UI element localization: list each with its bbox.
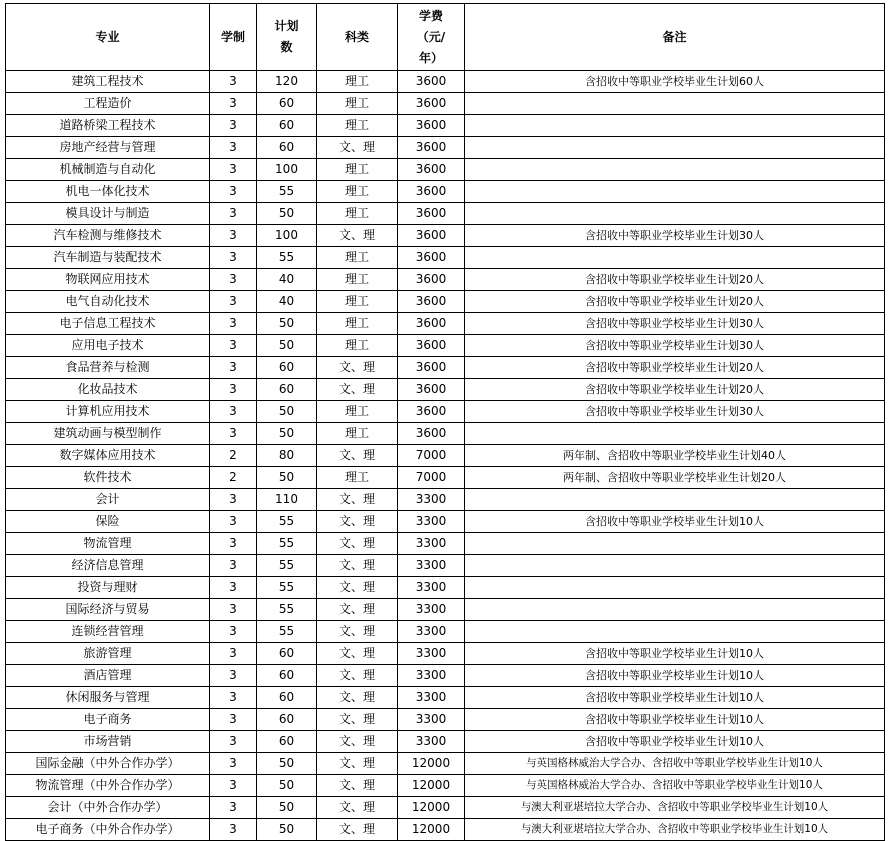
cell-plan: 55 (257, 599, 317, 621)
cell-category: 理工 (317, 269, 398, 291)
cell-plan: 100 (257, 159, 317, 181)
cell-years: 3 (210, 269, 257, 291)
cell-category: 理工 (317, 203, 398, 225)
cell-note: 与英国格林威治大学合办、含招收中等职业学校毕业生计划10人 (465, 775, 885, 797)
cell-note (465, 621, 885, 643)
cell-fee: 3300 (398, 599, 465, 621)
cell-note (465, 137, 885, 159)
cell-note: 与英国格林威治大学合办、含招收中等职业学校毕业生计划10人 (465, 753, 885, 775)
cell-years: 3 (210, 423, 257, 445)
cell-major: 电子信息工程技术 (6, 313, 210, 335)
cell-fee: 12000 (398, 819, 465, 841)
cell-note: 含招收中等职业学校毕业生计划30人 (465, 401, 885, 423)
cell-note (465, 555, 885, 577)
cell-plan: 60 (257, 137, 317, 159)
cell-plan: 50 (257, 423, 317, 445)
cell-category: 文、理 (317, 687, 398, 709)
cell-years: 3 (210, 71, 257, 93)
cell-fee: 7000 (398, 445, 465, 467)
cell-major: 物联网应用技术 (6, 269, 210, 291)
cell-category: 文、理 (317, 731, 398, 753)
cell-years: 3 (210, 599, 257, 621)
cell-category: 文、理 (317, 225, 398, 247)
cell-years: 2 (210, 467, 257, 489)
cell-fee: 3600 (398, 137, 465, 159)
header-plan-line2: 数 (280, 40, 293, 54)
cell-plan: 55 (257, 555, 317, 577)
cell-years: 3 (210, 335, 257, 357)
cell-category: 文、理 (317, 753, 398, 775)
table-row (6, 797, 885, 819)
cell-major: 食品营养与检测 (6, 357, 210, 379)
cell-fee: 3600 (398, 313, 465, 335)
cell-fee: 3300 (398, 511, 465, 533)
cell-fee: 3300 (398, 621, 465, 643)
cell-category: 文、理 (317, 621, 398, 643)
cell-note: 含招收中等职业学校毕业生计划30人 (465, 225, 885, 247)
cell-fee: 3600 (398, 225, 465, 247)
cell-note (465, 247, 885, 269)
table-row (6, 467, 885, 489)
header-plan-line1: 计划 (274, 19, 299, 33)
table-row (6, 665, 885, 687)
cell-note: 含招收中等职业学校毕业生计划10人 (465, 511, 885, 533)
cell-plan: 55 (257, 533, 317, 555)
table-row (6, 401, 885, 423)
cell-plan: 50 (257, 797, 317, 819)
cell-major: 会计 (6, 489, 210, 511)
cell-fee: 3300 (398, 643, 465, 665)
cell-plan: 40 (257, 291, 317, 313)
table-row (6, 819, 885, 841)
cell-fee: 3300 (398, 555, 465, 577)
cell-fee: 12000 (398, 775, 465, 797)
cell-fee: 3600 (398, 291, 465, 313)
cell-major: 汽车检测与维修技术 (6, 225, 210, 247)
header-plan (257, 4, 317, 71)
table-row (6, 93, 885, 115)
table-row (6, 775, 885, 797)
table-row (6, 445, 885, 467)
cell-years: 3 (210, 621, 257, 643)
cell-major: 电子商务 (6, 709, 210, 731)
cell-note: 含招收中等职业学校毕业生计划20人 (465, 357, 885, 379)
cell-plan: 50 (257, 335, 317, 357)
table-row (6, 599, 885, 621)
cell-years: 3 (210, 225, 257, 247)
cell-years: 3 (210, 687, 257, 709)
table-row (6, 71, 885, 93)
cell-category: 理工 (317, 181, 398, 203)
cell-years: 2 (210, 445, 257, 467)
table-row (6, 511, 885, 533)
table-row (6, 731, 885, 753)
cell-category: 理工 (317, 159, 398, 181)
cell-years: 3 (210, 401, 257, 423)
cell-plan: 40 (257, 269, 317, 291)
cell-years: 3 (210, 93, 257, 115)
header-fee (398, 4, 465, 71)
cell-plan: 55 (257, 621, 317, 643)
cell-note (465, 577, 885, 599)
cell-note: 含招收中等职业学校毕业生计划10人 (465, 643, 885, 665)
cell-years: 3 (210, 643, 257, 665)
cell-category: 理工 (317, 313, 398, 335)
cell-major: 模具设计与制造 (6, 203, 210, 225)
cell-category: 文、理 (317, 445, 398, 467)
cell-major: 电气自动化技术 (6, 291, 210, 313)
cell-fee: 3600 (398, 71, 465, 93)
cell-plan: 60 (257, 379, 317, 401)
cell-fee: 3300 (398, 489, 465, 511)
cell-major: 数字媒体应用技术 (6, 445, 210, 467)
cell-years: 3 (210, 709, 257, 731)
cell-category: 文、理 (317, 489, 398, 511)
cell-category: 文、理 (317, 709, 398, 731)
cell-plan: 50 (257, 203, 317, 225)
cell-major: 机电一体化技术 (6, 181, 210, 203)
cell-category: 文、理 (317, 577, 398, 599)
cell-major: 物流管理（中外合作办学） (6, 775, 210, 797)
cell-fee: 3600 (398, 247, 465, 269)
cell-fee: 3600 (398, 401, 465, 423)
cell-category: 文、理 (317, 555, 398, 577)
cell-years: 3 (210, 797, 257, 819)
cell-fee: 3600 (398, 379, 465, 401)
table-row (6, 643, 885, 665)
cell-category: 文、理 (317, 797, 398, 819)
cell-plan: 100 (257, 225, 317, 247)
cell-years: 3 (210, 379, 257, 401)
cell-plan: 60 (257, 709, 317, 731)
cell-fee: 3600 (398, 181, 465, 203)
header-fee-line1: 学费 (418, 8, 443, 23)
cell-category: 理工 (317, 291, 398, 313)
cell-note (465, 93, 885, 115)
cell-plan: 50 (257, 401, 317, 423)
cell-category: 文、理 (317, 819, 398, 841)
cell-major: 休闲服务与管理 (6, 687, 210, 709)
cell-plan: 50 (257, 819, 317, 841)
cell-plan: 60 (257, 115, 317, 137)
header-notes: 备注 (465, 4, 885, 71)
cell-fee: 3600 (398, 115, 465, 137)
cell-major: 投资与理财 (6, 577, 210, 599)
cell-major: 市场营销 (6, 731, 210, 753)
cell-plan: 50 (257, 775, 317, 797)
cell-fee: 3600 (398, 93, 465, 115)
table-row (6, 203, 885, 225)
table-row (6, 247, 885, 269)
cell-years: 3 (210, 181, 257, 203)
cell-note: 含招收中等职业学校毕业生计划10人 (465, 665, 885, 687)
cell-fee: 12000 (398, 753, 465, 775)
cell-plan: 120 (257, 71, 317, 93)
cell-fee: 3300 (398, 731, 465, 753)
cell-plan: 50 (257, 313, 317, 335)
cell-years: 3 (210, 753, 257, 775)
cell-years: 3 (210, 115, 257, 137)
cell-category: 理工 (317, 93, 398, 115)
cell-note (465, 203, 885, 225)
cell-plan: 55 (257, 577, 317, 599)
cell-plan: 60 (257, 93, 317, 115)
table-row (6, 313, 885, 335)
cell-years: 3 (210, 511, 257, 533)
table-row (6, 181, 885, 203)
cell-major: 国际金融（中外合作办学） (6, 753, 210, 775)
cell-major: 物流管理 (6, 533, 210, 555)
cell-note (465, 115, 885, 137)
cell-note (465, 489, 885, 511)
cell-note: 与澳大利亚堪培拉大学合办、含招收中等职业学校毕业生计划10人 (465, 819, 885, 841)
enrollment-plan-table (5, 3, 885, 841)
table-row (6, 379, 885, 401)
cell-note: 含招收中等职业学校毕业生计划20人 (465, 269, 885, 291)
table-body (6, 71, 885, 841)
cell-major: 保险 (6, 511, 210, 533)
cell-category: 理工 (317, 71, 398, 93)
cell-plan: 60 (257, 687, 317, 709)
cell-category: 文、理 (317, 775, 398, 797)
cell-plan: 55 (257, 181, 317, 203)
cell-category: 文、理 (317, 643, 398, 665)
cell-years: 3 (210, 247, 257, 269)
cell-plan: 55 (257, 247, 317, 269)
cell-years: 3 (210, 203, 257, 225)
cell-fee: 3600 (398, 159, 465, 181)
cell-years: 3 (210, 731, 257, 753)
cell-note: 含招收中等职业学校毕业生计划30人 (465, 313, 885, 335)
table-row (6, 489, 885, 511)
cell-years: 3 (210, 775, 257, 797)
table-row (6, 621, 885, 643)
cell-note: 含招收中等职业学校毕业生计划10人 (465, 709, 885, 731)
cell-major: 房地产经营与管理 (6, 137, 210, 159)
table-row (6, 115, 885, 137)
cell-major: 化妆品技术 (6, 379, 210, 401)
cell-category: 文、理 (317, 533, 398, 555)
cell-years: 3 (210, 159, 257, 181)
header-years: 学制 (210, 4, 257, 71)
cell-note (465, 181, 885, 203)
cell-category: 文、理 (317, 357, 398, 379)
cell-plan: 50 (257, 753, 317, 775)
cell-major: 道路桥梁工程技术 (6, 115, 210, 137)
cell-major: 经济信息管理 (6, 555, 210, 577)
cell-fee: 3600 (398, 423, 465, 445)
cell-category: 理工 (317, 401, 398, 423)
cell-category: 文、理 (317, 379, 398, 401)
cell-years: 3 (210, 577, 257, 599)
cell-years: 3 (210, 291, 257, 313)
header-fee-line2: （元/ (416, 29, 446, 44)
cell-note: 含招收中等职业学校毕业生计划20人 (465, 291, 885, 313)
cell-note: 含招收中等职业学校毕业生计划30人 (465, 335, 885, 357)
cell-years: 3 (210, 533, 257, 555)
header-fee-line3: 年） (418, 50, 443, 65)
cell-plan: 110 (257, 489, 317, 511)
cell-fee: 3300 (398, 709, 465, 731)
cell-plan: 60 (257, 731, 317, 753)
cell-years: 3 (210, 357, 257, 379)
cell-fee: 7000 (398, 467, 465, 489)
table-row (6, 225, 885, 247)
cell-major: 建筑工程技术 (6, 71, 210, 93)
table-row (6, 533, 885, 555)
cell-note: 与澳大利亚堪培拉大学合办、含招收中等职业学校毕业生计划10人 (465, 797, 885, 819)
table-row (6, 269, 885, 291)
cell-major: 软件技术 (6, 467, 210, 489)
cell-major: 电子商务（中外合作办学） (6, 819, 210, 841)
table-row (6, 753, 885, 775)
table-row (6, 577, 885, 599)
cell-major: 会计（中外合作办学） (6, 797, 210, 819)
cell-plan: 60 (257, 643, 317, 665)
table-row (6, 555, 885, 577)
cell-fee: 3300 (398, 533, 465, 555)
table-row (6, 335, 885, 357)
cell-fee: 3600 (398, 357, 465, 379)
cell-note (465, 533, 885, 555)
cell-note: 含招收中等职业学校毕业生计划10人 (465, 731, 885, 753)
cell-note: 两年制、含招收中等职业学校毕业生计划20人 (465, 467, 885, 489)
table-row (6, 159, 885, 181)
cell-major: 连锁经营管理 (6, 621, 210, 643)
cell-plan: 50 (257, 467, 317, 489)
table-row (6, 423, 885, 445)
cell-major: 应用电子技术 (6, 335, 210, 357)
cell-major: 机械制造与自动化 (6, 159, 210, 181)
cell-note (465, 159, 885, 181)
cell-fee: 3600 (398, 335, 465, 357)
header-row (6, 4, 885, 71)
cell-major: 汽车制造与装配技术 (6, 247, 210, 269)
cell-category: 文、理 (317, 511, 398, 533)
cell-category: 理工 (317, 115, 398, 137)
cell-years: 3 (210, 665, 257, 687)
cell-category: 理工 (317, 247, 398, 269)
cell-category: 理工 (317, 335, 398, 357)
cell-category: 文、理 (317, 599, 398, 621)
cell-fee: 3600 (398, 203, 465, 225)
cell-note (465, 599, 885, 621)
cell-major: 计算机应用技术 (6, 401, 210, 423)
cell-major: 旅游管理 (6, 643, 210, 665)
cell-plan: 60 (257, 665, 317, 687)
cell-fee: 12000 (398, 797, 465, 819)
cell-note: 含招收中等职业学校毕业生计划60人 (465, 71, 885, 93)
table-row (6, 291, 885, 313)
cell-note (465, 423, 885, 445)
cell-major: 建筑动画与模型制作 (6, 423, 210, 445)
cell-plan: 55 (257, 511, 317, 533)
cell-major: 工程造价 (6, 93, 210, 115)
cell-fee: 3300 (398, 665, 465, 687)
header-category: 科类 (317, 4, 398, 71)
header-major: 专业 (6, 4, 210, 71)
cell-category: 文、理 (317, 137, 398, 159)
table-row (6, 357, 885, 379)
cell-fee: 3300 (398, 577, 465, 599)
table-row (6, 687, 885, 709)
cell-plan: 80 (257, 445, 317, 467)
cell-years: 3 (210, 313, 257, 335)
cell-years: 3 (210, 555, 257, 577)
cell-category: 理工 (317, 423, 398, 445)
cell-note: 两年制、含招收中等职业学校毕业生计划40人 (465, 445, 885, 467)
cell-note: 含招收中等职业学校毕业生计划10人 (465, 687, 885, 709)
table-row (6, 709, 885, 731)
cell-years: 3 (210, 137, 257, 159)
cell-years: 3 (210, 819, 257, 841)
cell-category: 理工 (317, 467, 398, 489)
cell-note: 含招收中等职业学校毕业生计划20人 (465, 379, 885, 401)
cell-fee: 3300 (398, 687, 465, 709)
cell-category: 文、理 (317, 665, 398, 687)
cell-major: 国际经济与贸易 (6, 599, 210, 621)
table-row (6, 137, 885, 159)
cell-years: 3 (210, 489, 257, 511)
cell-fee: 3600 (398, 269, 465, 291)
cell-major: 酒店管理 (6, 665, 210, 687)
cell-plan: 60 (257, 357, 317, 379)
